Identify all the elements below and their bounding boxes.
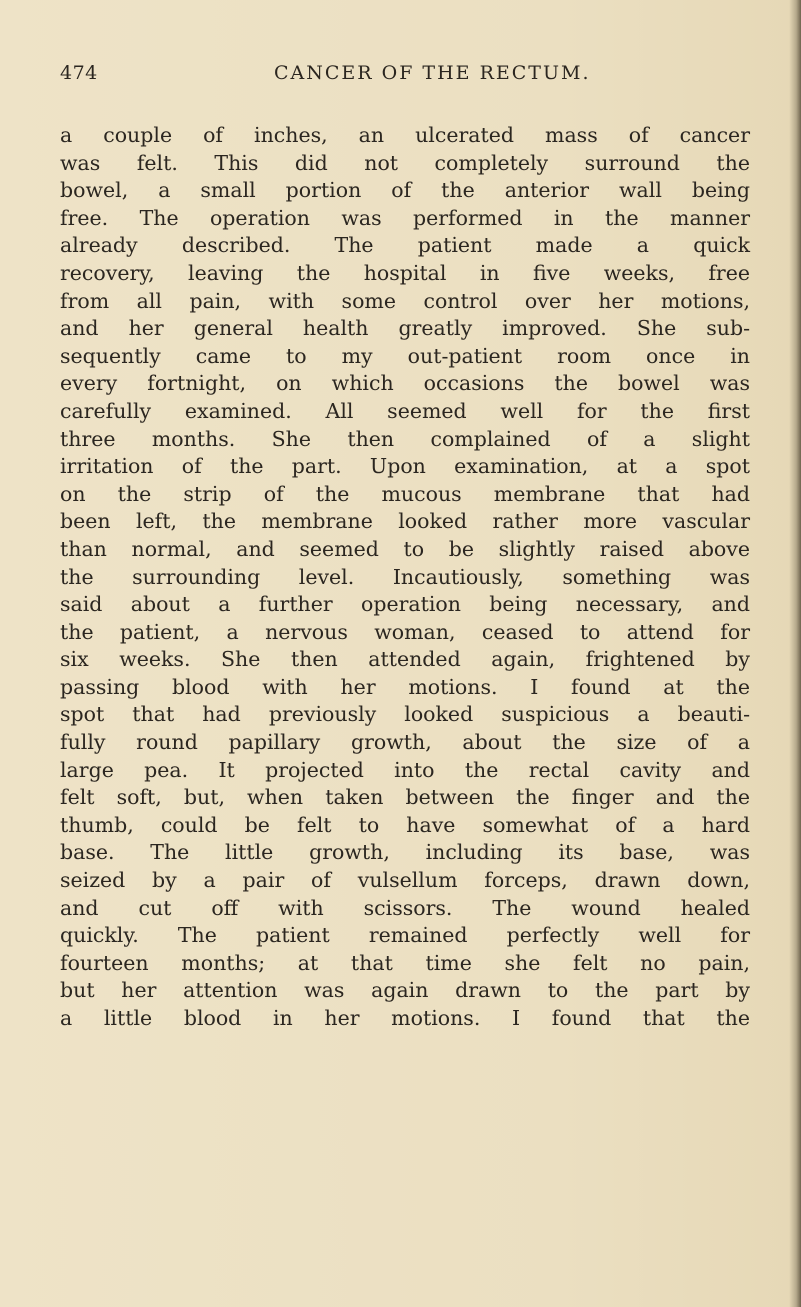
text-line: been left, the membrane looked rather more vascular [60,509,750,534]
text-line: quickly. The patient remained perfectly well for [60,923,750,948]
text-line: carefully examined. All seemed well for the first [60,398,750,423]
text-line: the patient, a nervous woman, ceased to attend for [60,619,750,644]
text-line: six weeks. She then attended again, frightened by [60,647,750,672]
text-line: was felt. This did not completely surround the [60,150,750,175]
page-edge-shadow [789,0,801,1307]
text-line: a little blood in her motions. I found that the [60,1006,750,1030]
text-line: passing blood with her motions. I found at the [60,674,750,699]
text-line: irritation of the part. Upon examination, at a spot [60,454,750,479]
text-line: sequently came to my out-patient room once in [60,343,750,368]
text-line: already described. The patient made a quick [60,233,750,258]
text-line: spot that had previously looked suspicious a beauti- [60,702,750,727]
text-line: seized by a pair of vulsellum forceps, drawn down, [60,868,750,893]
text-line: thumb, could be felt to have somewhat of a hard [60,812,750,837]
page-number: 474 [60,62,98,84]
text-line: every fortnight, on which occasions the bowel was [60,371,750,396]
text-line: but her attention was again drawn to the part by [60,978,750,1003]
text-line: felt soft, but, when taken between the finger and the [60,785,750,810]
text-line: fully round papillary growth, about the size of a [60,730,750,755]
text-line: and cut off with scissors. The wound healed [60,895,750,920]
text-line: than normal, and seemed to be slightly raised above [60,536,750,561]
text-line: the surrounding level. Incautiously, something was [60,564,750,589]
text-line: from all pain, with some control over her motions, [60,288,750,313]
body-text [60,122,750,1033]
text-line: said about a further operation being necessary, and [60,592,750,617]
text-line: base. The little growth, including its base, was [60,840,750,865]
text-line: free. The operation was performed in the manner [60,205,750,230]
text-line: fourteen months; at that time she felt no pain, [60,950,750,975]
text-line: a couple of inches, an ulcerated mass of cancer [60,123,750,147]
running-title: CANCER OF THE RECTUM. [274,62,591,84]
text-line: three months. She then complained of a slight [60,426,750,451]
running-head [60,62,750,92]
text-line: and her general health greatly improved. She sub- [60,316,750,341]
text-line: bowel, a small portion of the anterior wall being [60,178,750,203]
text-line: on the strip of the mucous membrane that had [60,481,750,506]
text-line: recovery, leaving the hospital in five weeks, free [60,260,750,285]
text-line: large pea. It projected into the rectal cavity and [60,757,750,782]
